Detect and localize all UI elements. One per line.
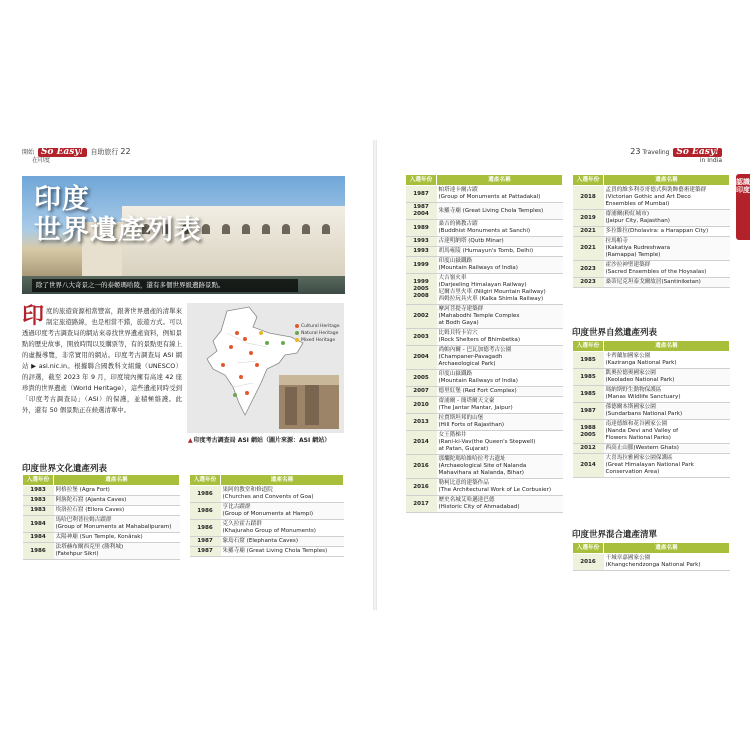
table-row xyxy=(190,520,344,537)
heritage-name-cell: 西高止山脈(Western Ghats) xyxy=(604,444,730,454)
year-cell: 2014 xyxy=(406,431,437,455)
col-header-name: 遺產名稱 xyxy=(604,175,730,186)
col-header-year: 入選年份 xyxy=(23,475,54,486)
heritage-name-cell: 女王階梯井 (Rani-ki-Vav(the Queen's Stepwell) at Patan, Gujarat) xyxy=(437,431,563,455)
table-row xyxy=(573,186,730,210)
heritage-table-cultural-c xyxy=(405,174,563,513)
year-cell: 2023 xyxy=(573,261,604,278)
year-cell: 1987 xyxy=(190,547,221,557)
heritage-name-cell: 果阿的教堂和修道院 (Churches and Convents of Goa) xyxy=(221,486,344,503)
year-cell: 1985 xyxy=(573,386,604,403)
hero-title xyxy=(34,184,202,246)
col-header-name: 遺產名稱 xyxy=(604,341,730,352)
year-cell: 1985 xyxy=(573,352,604,369)
table-row xyxy=(406,220,563,237)
legend-label: Natural Heritage xyxy=(301,331,339,336)
series-label: 開始 xyxy=(22,149,35,156)
year-cell: 1993 xyxy=(406,247,437,257)
heritage-name-cell: 大吉嶺火車 (Darjeeling Himalayan Railway) 尼爾吉里火車 (Nilgiri Mountain Railway) 西姆拉玩具火車 (Kalka Shimla Railway) xyxy=(437,274,563,305)
table-row xyxy=(406,257,563,274)
table-row xyxy=(406,186,563,203)
palace-window xyxy=(322,224,330,234)
year-cell: 1983 xyxy=(23,486,54,496)
hero-photo xyxy=(22,176,345,294)
heritage-name-cell: 亨比古蹟群 (Group of Monuments at Hampi) xyxy=(221,503,344,520)
heritage-table-cultural-d xyxy=(572,174,730,288)
series-full-label: 自助旅行 xyxy=(90,148,119,156)
table-row xyxy=(406,455,563,479)
table-row xyxy=(573,261,730,278)
table-row xyxy=(573,210,730,227)
table-row xyxy=(23,533,180,543)
table-row xyxy=(406,479,563,496)
heritage-name-cell: 拉賈斯坦邦的山堡 (Hill Forts of Rajasthan) xyxy=(437,414,563,431)
palace-window xyxy=(242,224,250,234)
table-row xyxy=(23,506,180,516)
temple-pillar xyxy=(305,383,319,425)
heritage-name-cell: 尚帕內爾 - 巴瓦加德考古公園 (Champaner-Pavagadh Archaeological Park) xyxy=(437,346,563,370)
intro-paragraph xyxy=(22,306,182,416)
table-row xyxy=(190,486,344,503)
year-cell: 1986 xyxy=(190,486,221,503)
year-cell: 2021 xyxy=(573,227,604,237)
col-header-year: 入選年份 xyxy=(406,175,437,186)
hero-title-line1: 印度 xyxy=(34,184,90,215)
palace-window xyxy=(222,224,230,234)
legend-dot xyxy=(295,338,299,342)
heritage-name-cell: 太陽神廟 (Sun Temple, Konârak) xyxy=(54,533,180,543)
table-row xyxy=(573,278,730,288)
heritage-name-cell: 朱羅寺廟 (Great Living Chola Temples) xyxy=(221,547,344,557)
heritage-name-cell: 阿格拉堡 (Agra Fort) xyxy=(54,486,180,496)
year-cell: 1993 xyxy=(406,237,437,247)
legend-item xyxy=(295,323,340,330)
temple-pillar xyxy=(285,387,297,425)
heritage-name-cell: 多拉維拉(Dholavira: a Harappan City) xyxy=(604,227,730,237)
year-cell: 2018 xyxy=(573,186,604,210)
intro-text: 度的旅遊資源相當豐富，跟著世界遺產的清單來制定旅遊路線，也是相當不錯，旅遊方式。可以透過印度考古調查局的網站來尋找世界遺產資料，例如景點的歷史故事，開放時間以及購票等，有的景點更有線上的虛擬導覽，非常實用的網站。印度考古調查局 ASI 網站 ▶ asi.nic.in。根據聯合國教科文組織（UNESCO）的評選，截至 2023 年 9 月，印度境內擁有高達 42 座珍貴的世界遺產（World Heritage），這些遺產同時受到「印度考古調查局」（ASI）的保護，並積極維護。此外，還有 50 個景點正在候選清單中。 xyxy=(22,307,182,414)
palace-window xyxy=(282,224,290,234)
caption-triangle-icon: ▲ xyxy=(188,437,193,444)
year-cell: 1986 xyxy=(23,543,54,560)
heritage-name-cell: 比姆貝特卡岩穴 (Rock Shelters of Bhimbetka) xyxy=(437,329,563,346)
heritage-name-cell: 馬哈巴利普拉姆古蹟群 (Group of Monuments at Mahabalipuram) xyxy=(54,516,180,533)
year-cell: 2016 xyxy=(406,455,437,479)
year-cell: 1989 xyxy=(406,220,437,237)
heritage-name-cell: 克久拉霍古蹟群 (Khajuraho Group of Monuments) xyxy=(221,520,344,537)
left-running-header xyxy=(22,148,131,164)
chapter-side-tab[interactable]: 認識印度 xyxy=(736,174,750,240)
heritage-map xyxy=(187,303,344,433)
section-title-cultural: 印度世界文化遺產列表 xyxy=(22,464,108,474)
table-row xyxy=(406,387,563,397)
year-cell: 1988 2005 xyxy=(573,420,604,444)
table-row xyxy=(573,444,730,454)
year-cell: 2019 xyxy=(573,210,604,227)
map-caption xyxy=(188,435,330,444)
heritage-name-cell: 桑吉的佛教古蹟 (Buddhist Monuments at Sanchi) xyxy=(437,220,563,237)
table-row xyxy=(190,503,344,520)
table-row xyxy=(406,370,563,387)
table-row xyxy=(190,547,344,557)
heritage-name-cell: 瑪納斯野生動物保護區 (Manas Wildlife Sanctuary) xyxy=(604,386,730,403)
heritage-name-cell: 干城章嘉國家公園 (Khangchendzonga National Park) xyxy=(604,554,730,571)
col-header-year: 入選年份 xyxy=(573,175,604,186)
year-cell: 2017 xyxy=(406,496,437,513)
heritage-name-cell: 齋浦爾(粉紅城市) (Jaipur City, Rajasthan) xyxy=(604,210,730,227)
legend-dot xyxy=(295,331,299,335)
heritage-name-cell: 朱羅寺廟 (Great Living Chola Temples) xyxy=(437,203,563,220)
year-cell: 1984 xyxy=(23,516,54,533)
table-row xyxy=(406,346,563,370)
year-cell: 1987 xyxy=(190,537,221,547)
heritage-name-cell: 帕塔達卡爾古蹟 (Group of Monuments at Pattadakal) xyxy=(437,186,563,203)
heritage-table-mixed xyxy=(572,542,730,571)
year-cell: 2002 xyxy=(406,305,437,329)
header-title: Traveling xyxy=(642,149,670,156)
table-row xyxy=(573,554,730,571)
heritage-name-cell: 德里紅堡 (Red Fort Complex) xyxy=(437,387,563,397)
heritage-name-cell: 霍沙拉神聖建築群 (Sacred Ensembles of the Hoysalas) xyxy=(604,261,730,278)
heritage-name-cell: 卡齊蘭加國家公園 (Kaziranga National Park) xyxy=(604,352,730,369)
heritage-name-cell: 凱奧拉德奧國家公園 (Keoladeo National Park) xyxy=(604,369,730,386)
year-cell: 2012 xyxy=(573,444,604,454)
table-row xyxy=(406,247,563,257)
palace-window xyxy=(202,224,210,234)
heritage-name-cell: 那爛陀瑪哈維哈拉考古遺址 (Archaeological Site of Nalanda Mahavihara at Nalanda, Bihar) xyxy=(437,455,563,479)
table-row xyxy=(573,403,730,420)
heritage-table-cultural-b xyxy=(189,474,344,557)
map-caption-text: 印度考古調查局 ASI 網站（圖片來源：ASI 網站） xyxy=(193,437,331,444)
table-row xyxy=(406,397,563,414)
palace-window xyxy=(262,224,270,234)
year-cell: 2005 xyxy=(406,370,437,387)
year-cell: 2021 xyxy=(573,237,604,261)
heritage-table-natural xyxy=(572,340,730,478)
legend-dot xyxy=(295,324,299,328)
table-row xyxy=(23,543,180,560)
right-running-header xyxy=(630,148,722,164)
col-header-year: 入選年份 xyxy=(573,543,604,554)
hero-title-line2: 世界遺產列表 xyxy=(34,215,202,246)
year-cell: 2003 xyxy=(406,329,437,346)
temple-sky xyxy=(279,375,339,385)
table-row xyxy=(23,516,180,533)
year-cell: 2010 xyxy=(406,397,437,414)
table-row xyxy=(406,496,563,513)
year-cell: 2016 xyxy=(573,554,604,571)
legend-label: Cultural Heritage xyxy=(301,324,340,329)
heritage-name-cell: 孫德爾本斯國家公園 (Sundarbans National Park) xyxy=(604,403,730,420)
year-cell: 1987 xyxy=(573,403,604,420)
heritage-name-cell: 古達明納塔 (Qutb Minar) xyxy=(437,237,563,247)
table-row xyxy=(406,431,563,455)
col-header-name: 遺產名稱 xyxy=(54,475,180,486)
table-row xyxy=(406,329,563,346)
series-sub-label: 在印度 xyxy=(32,157,51,164)
heritage-name-cell: 孟買的維多利亞哥德式與裝飾藝術建築群 (Victorian Gothic and Art Deco Ensembles of Mumbai) xyxy=(604,186,730,210)
page-number-right: 23 xyxy=(630,147,641,156)
table-row xyxy=(573,420,730,444)
table-row xyxy=(23,486,180,496)
table-row xyxy=(406,237,563,247)
year-cell: 2007 xyxy=(406,387,437,397)
header-sub: in India xyxy=(699,157,722,164)
col-header-year: 入選年份 xyxy=(573,341,604,352)
heritage-name-cell: 法塔赫布爾西克里 (勝利城) (Fatehpur Sikri) xyxy=(54,543,180,560)
table-row xyxy=(406,274,563,305)
table-row xyxy=(573,454,730,478)
col-header-name: 遺產名稱 xyxy=(604,543,730,554)
table-row xyxy=(406,203,563,220)
year-cell: 1984 xyxy=(23,533,54,543)
heritage-name-cell: 阿旃陀石窟 (Ajanta Caves) xyxy=(54,496,180,506)
heritage-name-cell: 桑蒂尼克坦泰戈爾故居(Santiniketan) xyxy=(604,278,730,288)
hero-caption: 除了世界八大奇景之一的泰姬瑪哈陵，還有多個世界級遺跡景點。 xyxy=(32,279,298,292)
heritage-name-cell: 南達德維和花谷國家公園 (Nanda Devi and Valley of Flowers National Parks) xyxy=(604,420,730,444)
table-row xyxy=(573,352,730,369)
col-header-name: 遺產名稱 xyxy=(437,175,563,186)
year-cell: 1986 xyxy=(190,503,221,520)
heritage-name-cell: 胡馬雍陵 (Humayun's Tomb, Delhi) xyxy=(437,247,563,257)
year-cell: 1987 xyxy=(406,186,437,203)
brand-logo: So Easy! xyxy=(673,148,722,157)
heritage-name-cell: 象島石窟 (Elephanta Caves) xyxy=(221,537,344,547)
heritage-name-cell: 印度山嶽鐵路 (Mountain Railways of India) xyxy=(437,370,563,387)
section-title-natural: 印度世界自然遺產列表 xyxy=(572,328,658,338)
map-legend xyxy=(295,323,340,344)
table-row xyxy=(573,237,730,261)
year-cell: 2013 xyxy=(406,414,437,431)
heritage-name-cell: 印度山嶽鐵路 (Mountain Railways of India) xyxy=(437,257,563,274)
year-cell: 1999 2005 2008 xyxy=(406,274,437,305)
heritage-name-cell: 大喜馬拉雅國家公園保護區 (Great Himalayan National Park Conservation Area) xyxy=(604,454,730,478)
legend-label: Mixed Heritage xyxy=(301,338,336,343)
year-cell: 2014 xyxy=(573,454,604,478)
year-cell: 1983 xyxy=(23,496,54,506)
col-header-year: 入選年份 xyxy=(190,475,221,486)
col-header-name: 遺產名稱 xyxy=(221,475,344,486)
legend-item xyxy=(295,337,340,344)
year-cell: 1983 xyxy=(23,506,54,516)
table-row xyxy=(190,537,344,547)
year-cell: 1999 xyxy=(406,257,437,274)
heritage-table-cultural-a xyxy=(22,474,180,560)
legend-item xyxy=(295,330,340,337)
table-row xyxy=(23,496,180,506)
palace-window xyxy=(302,224,310,234)
year-cell: 2004 xyxy=(406,346,437,370)
table-row xyxy=(573,386,730,403)
page-number-left: 22 xyxy=(120,147,131,156)
year-cell: 1987 2004 xyxy=(406,203,437,220)
heritage-name-cell: 勒柯比意的建築作品 (The Architectural Work of Le Corbusier) xyxy=(437,479,563,496)
heritage-name-cell: 齋浦爾 - 簡塔爾天文臺 (The Jantar Mantar, Jaipur) xyxy=(437,397,563,414)
section-title-mixed: 印度世界混合遺產清單 xyxy=(572,530,658,540)
table-row xyxy=(573,227,730,237)
table-row xyxy=(573,369,730,386)
brand-logo: So Easy! xyxy=(38,148,87,157)
table-row xyxy=(406,414,563,431)
heritage-name-cell: 埃洛拉石窟 (Ellora Caves) xyxy=(54,506,180,516)
table-row xyxy=(406,305,563,329)
heritage-name-cell: 摩訶菩提寺建築群 (Mahabodhi Temple Complex at Bodh Gaya) xyxy=(437,305,563,329)
year-cell: 2016 xyxy=(406,479,437,496)
year-cell: 1986 xyxy=(190,520,221,537)
year-cell: 1985 xyxy=(573,369,604,386)
year-cell: 2023 xyxy=(573,278,604,288)
heritage-name-cell: 拉馬帕寺 (Kakatiya Rudreshwara (Ramappa) Temple) xyxy=(604,237,730,261)
page-gutter xyxy=(373,140,377,610)
heritage-name-cell: 歷史名城艾哈邁達巴德 (Historic City of Ahmadabad) xyxy=(437,496,563,513)
drop-cap: 印 xyxy=(22,304,45,329)
